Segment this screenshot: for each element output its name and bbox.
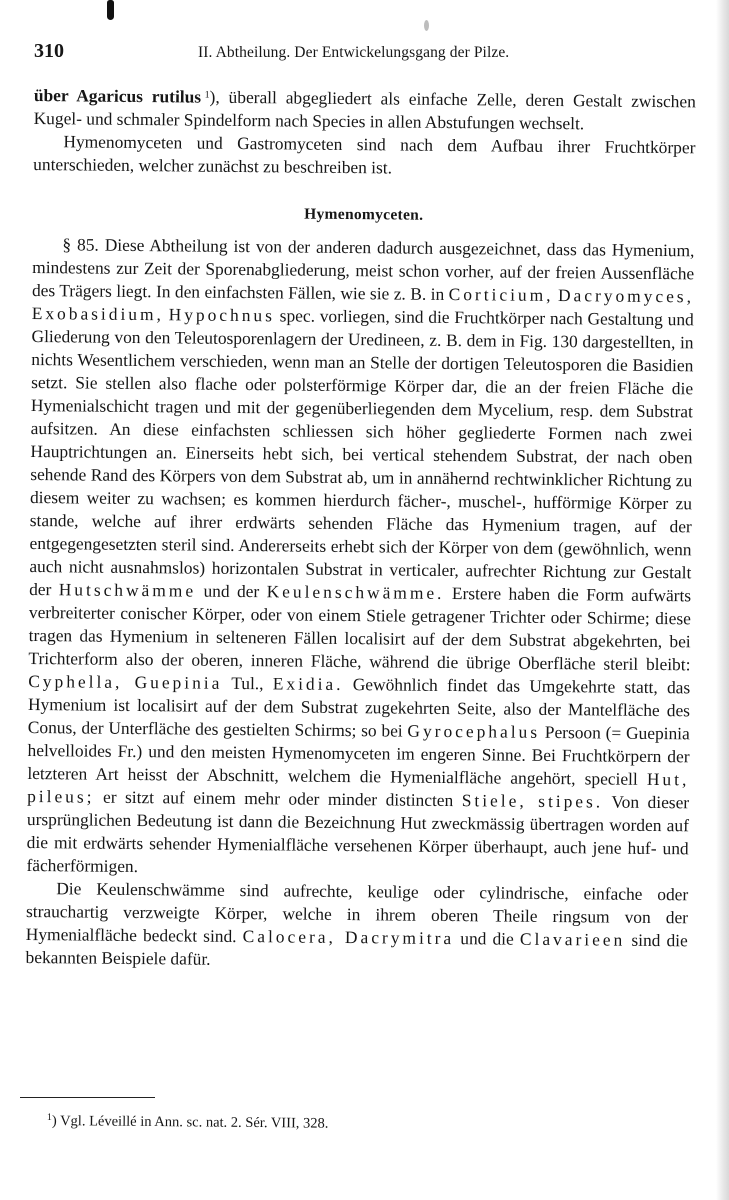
spaced-term: Cyphella, Guepinia (28, 670, 223, 693)
bold-term: über Agaricus rutilus (33, 84, 202, 107)
text-run: sind die bekannten Beispiele dafür. (25, 929, 688, 969)
footnote-text: ) Vgl. Léveillé in Ann. sc. nat. 2. Sér. VIII, 328. (51, 1113, 329, 1132)
spaced-term: Exobasidium, (31, 302, 165, 325)
text-run: Tul., (231, 672, 264, 694)
footnote-rule (20, 1097, 155, 1098)
section-heading: Hymenomyceten. (304, 205, 424, 224)
page-edge-shadow (716, 0, 729, 1200)
text-run: Erstere haben die Form aufwärts verbreiterter conischer Körper, oder von einem Stiele getragener Trichter oder Schirme; diese tragen das Hymenium in selteneren Fällen localisirt auf der dem Substrat abgekehrten, bei Trichterform also der oberen, inneren Fläche, während die übrige Oberfläche steril bleibt: (28, 583, 692, 675)
spaced-term: Gyrocephalus (407, 720, 541, 742)
text-run: er sitzt auf einem mehr oder minder distincten (102, 786, 454, 811)
text-run: Gewöhnlich findet das Umgekehrte statt, das Hymenium ist localisirt auf der dem Substrat zugekehrten Seite, also der Mantelfläche des Conus, der Unterfläche des gestielten Schirms; so bei (27, 674, 691, 741)
paragraph-continuation (34, 84, 696, 136)
footnote-ref: 1 (204, 89, 210, 101)
spaced-term: Hut, pileus; (27, 768, 690, 807)
spaced-term: Clavarieen (519, 928, 626, 950)
spaced-term: Hutschwämme (58, 579, 197, 601)
footnote-marker: 1 (46, 1112, 53, 1124)
text-run: und der (203, 580, 260, 602)
ink-blot (107, 0, 114, 20)
spaced-term: Calocera, Dacrymitra (242, 926, 455, 949)
text-run: spec. vorliegen, sind die Fruchtkörper nach Gestaltung und Gliederung von den Teleutosporenlagern der Uredineen, z. B. dem in Fig. 130 dargestellten, in nichts Wesentlichem verschieden, wenn man an Stelle der dortigen Teleutosporen die Basidien setzt. Sie stellen also flache oder polsterförmige Körper dar, die an der freien Fläche die Hymenialschicht tragen und mit der gegenüberliegenden dem Mycelium, resp. dem Substrat aufsitzen. An diese einfachsten schliessen sich höher gegliederte Formen nach zwei Hauptrichtungen an. Einerseits hebt sich, bei vertical stehendem Substrat, der nach oben sehende Rand des Körpers von dem Substrat ab, um in annähernd rechtwinklicher Richtung zu diesem weiter zu wachsen; es kommen hierdurch fächer-, muschel-, hufförmige Körper zu stande, welche auf ihrer erdwärts sehenden Fläche das Hymenium tragen, auf der entgegengesetzten steril sind. Andererseits erhebt sich der Körper von dem (gewöhnlich, wenn auch nicht ausnahmslos) horizontalen Substrat in verticaler, aufrechter Richtung zur Gestalt der (29, 305, 694, 600)
page-header (34, 40, 654, 66)
body-text (26, 84, 696, 975)
spaced-term: Dacryomyces, (557, 285, 695, 307)
text-run: Von dieser ursprünglichen Bedeutung ist dann die Bezeichnung Hut zweckmässig übertragen worden auf die mit erdwärts sehender Hymenialfläche versehenen Körper überhaupt, auch jene huf- und fächerförmigen. (26, 791, 690, 877)
footnote (47, 1113, 329, 1133)
spaced-term: Hypochnus (168, 304, 276, 326)
text-run: Persoon (= Guepinia helvelloides Fr.) und den meisten Hymenomyceten im engeren Sinne. Bei Fruchtkörpern der letzteren Art heisst der Abschnitt, welchem die Hymenialfläche angehört, speciell (27, 721, 690, 789)
ink-speck (424, 20, 429, 31)
text-run: Die Keulenschwämme sind aufrechte, keulige oder cylindrische, einfache oder strauchartig verzweigte Körper, welche in ihrem oberen Theile ringsum von der Hymenialfläche bedeckt sind. (25, 878, 689, 946)
text-run: Hymenomyceten und Gastromyceten sind nach dem Aufbau ihrer Fruchtkörper unterschieden, welcher zunächst zu beschreiben ist. (33, 131, 696, 178)
spaced-term: Corticium, (448, 283, 554, 305)
page-number: 310 (34, 40, 64, 62)
text-run: ), überall abgegliedert als einfache Zelle, deren Gestalt zwischen Kugel- und schmaler Spindelform nach Species in allen Abstufungen wechselt. (33, 86, 696, 134)
paragraph (26, 877, 689, 975)
spaced-term: Exidia. (272, 673, 344, 694)
running-title: II. Abtheilung. Der Entwickelungsgang der Pilze. (198, 44, 510, 61)
paragraph-section-85 (26, 233, 694, 883)
spaced-term: Keulenschwämme. (266, 581, 445, 603)
text-run: und die (460, 928, 514, 949)
text-run: § 85. Diese Abtheilung ist von der anderen dadurch ausgezeichnet, dass das Hymenium, mindestens zur Zeit der Sporenabgliederung, meist schon vorher, auf der freien Aussenfläche des Trägers liegt. In den einfachsten Fällen, wie sie z. B. in (31, 234, 695, 304)
spaced-term: Stiele, stipes. (461, 790, 604, 812)
paragraph (33, 130, 695, 182)
